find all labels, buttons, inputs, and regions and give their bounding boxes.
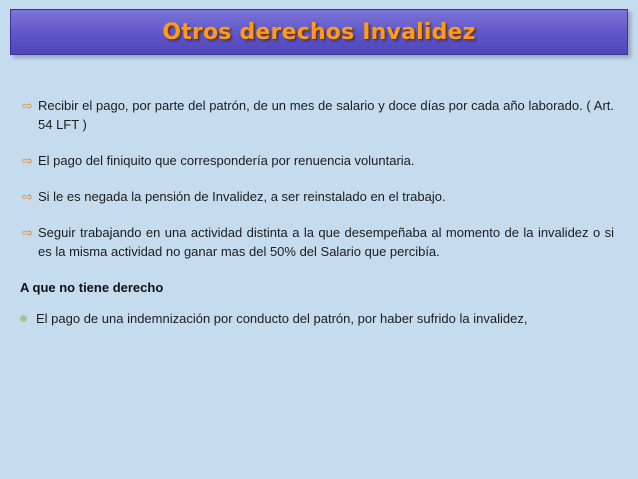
arrow-icon: ⇨ [22,190,33,205]
bullet-item [22,187,614,206]
bullet-text: El pago del finiquito que correspondería por renuencia voluntaria. [38,153,415,168]
arrow-icon: ⇨ [22,226,33,241]
arrow-icon: ⇨ [22,154,33,169]
sub-bullet-text: El pago de una indemnización por conducto del patrón, por haber sufrido la invalidez, [36,311,528,326]
bullet-item [22,223,614,261]
bullet-text: Recibir el pago, por parte del patrón, de un mes de salario y doce días por cada año laborado. ( Art. 54 LFT ) [38,98,614,132]
bullet-item [22,96,614,134]
slide-title: Otros derechos Invalidez [162,19,476,45]
bullet-dot-icon [20,315,27,322]
sub-bullet-item [20,309,614,328]
bullet-item [22,151,614,170]
bullet-text: Seguir trabajando en una actividad distinta a la que desempeñaba al momento de la invalidez o si es la misma actividad no ganar mas del 50% del Salario que percibía. [38,225,614,259]
title-bar [10,9,628,55]
arrow-icon: ⇨ [22,99,33,114]
bullet-text: Si le es negada la pensión de Invalidez, a ser reinstalado en el trabajo. [38,189,446,204]
subheading: A que no tiene derecho [20,280,164,295]
slide-content [22,96,614,328]
